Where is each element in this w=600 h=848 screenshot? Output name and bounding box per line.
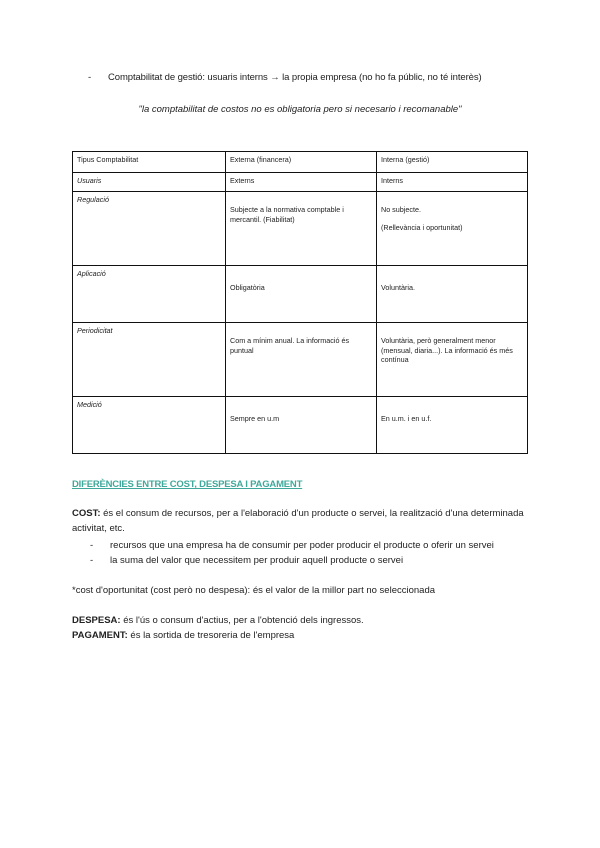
- table-header-cell: Interna (gestió): [377, 152, 528, 173]
- row-label: Aplicació: [73, 266, 226, 323]
- cost-bullet: [90, 555, 403, 566]
- externa-cell: [226, 192, 377, 266]
- pagament-term: PAGAMENT:: [72, 630, 128, 641]
- table-row: [73, 266, 528, 323]
- interna-cell: [377, 266, 528, 323]
- table-header-row: [73, 152, 528, 173]
- cell-text: Sempre en u.m: [230, 414, 280, 423]
- intro-bullet: [88, 72, 482, 83]
- cost-definition-text: és el consum de recursos, per a l'elaboració d'un producte o servei, la realització d'una determinada activitat, etc.: [72, 508, 524, 534]
- section-title: DIFERÈNCIES ENTRE COST, DESPESA I PAGAMENT: [72, 479, 303, 490]
- pagament-definition: [72, 629, 532, 644]
- table-row: [73, 397, 528, 454]
- table-header-cell: Tipus Comptabilitat: [73, 152, 226, 173]
- interna-cell: [377, 192, 528, 266]
- comparison-table: [72, 151, 528, 454]
- cell-text: Obligatòria: [230, 283, 265, 292]
- cell-text: En u.m. i en u.f.: [381, 414, 432, 423]
- cell-text: Voluntària.: [381, 283, 415, 292]
- cost-bullet: [90, 540, 494, 551]
- table-row: [73, 323, 528, 397]
- row-label: Periodicitat: [73, 323, 226, 397]
- table-row: [73, 173, 528, 192]
- bullet-dash: -: [90, 555, 94, 566]
- cell-text: Com a mínim anual. La informació és puntual: [230, 336, 350, 355]
- cost-bullet-text: la suma del valor que necessitem per produir aquell producte o servei: [110, 555, 404, 566]
- cell-text: No subjecte.: [381, 205, 421, 214]
- cell-text: Voluntària, però generalment menor (mensual, diaria...). La informació és més contínua: [381, 336, 513, 365]
- cost-bullet-text: recursos que una empresa ha de consumir per poder producir el producte o oferir un servei: [110, 540, 494, 551]
- row-label: Regulació: [73, 192, 226, 266]
- row-label: Medició: [73, 397, 226, 454]
- quote: "la comptabilitat de costos no es obligatoria pero si necesario i recomanable": [138, 104, 462, 115]
- despesa-definition-text: és l'ús o consum d'actius, per a l'obtenció dels ingressos.: [120, 615, 364, 626]
- interna-cell: Interns: [377, 173, 528, 192]
- interna-cell: [377, 397, 528, 454]
- pagament-definition-text: és la sortida de tresoreria de l'empresa: [127, 630, 295, 641]
- cost-definition: [72, 507, 532, 536]
- externa-cell: Externs: [226, 173, 377, 192]
- interna-cell: [377, 323, 528, 397]
- cell-text: Subjecte a la normativa comptable i mercantil. (Fiabilitat): [230, 205, 344, 224]
- despesa-term: DESPESA:: [72, 615, 121, 626]
- externa-cell: [226, 397, 377, 454]
- intro-bullet-text: Comptabilitat de gestió: usuaris interns → la propia empresa (no ho fa públic, no té interès): [108, 72, 482, 83]
- row-label: Usuaris: [73, 173, 226, 192]
- externa-cell: [226, 323, 377, 397]
- bullet-dash: -: [90, 540, 94, 551]
- externa-cell: [226, 266, 377, 323]
- cell-text-extra: (Rellevància i oportunitat): [381, 222, 463, 232]
- opportunity-note: *cost d'oportunitat (cost però no despesa): és el valor de la millor part no seleccionada: [72, 585, 436, 596]
- bullet-dash: -: [88, 72, 92, 83]
- table-row: [73, 192, 528, 266]
- despesa-definition: [72, 614, 532, 629]
- table-header-cell: Externa (financera): [226, 152, 377, 173]
- cost-term: COST:: [72, 508, 101, 519]
